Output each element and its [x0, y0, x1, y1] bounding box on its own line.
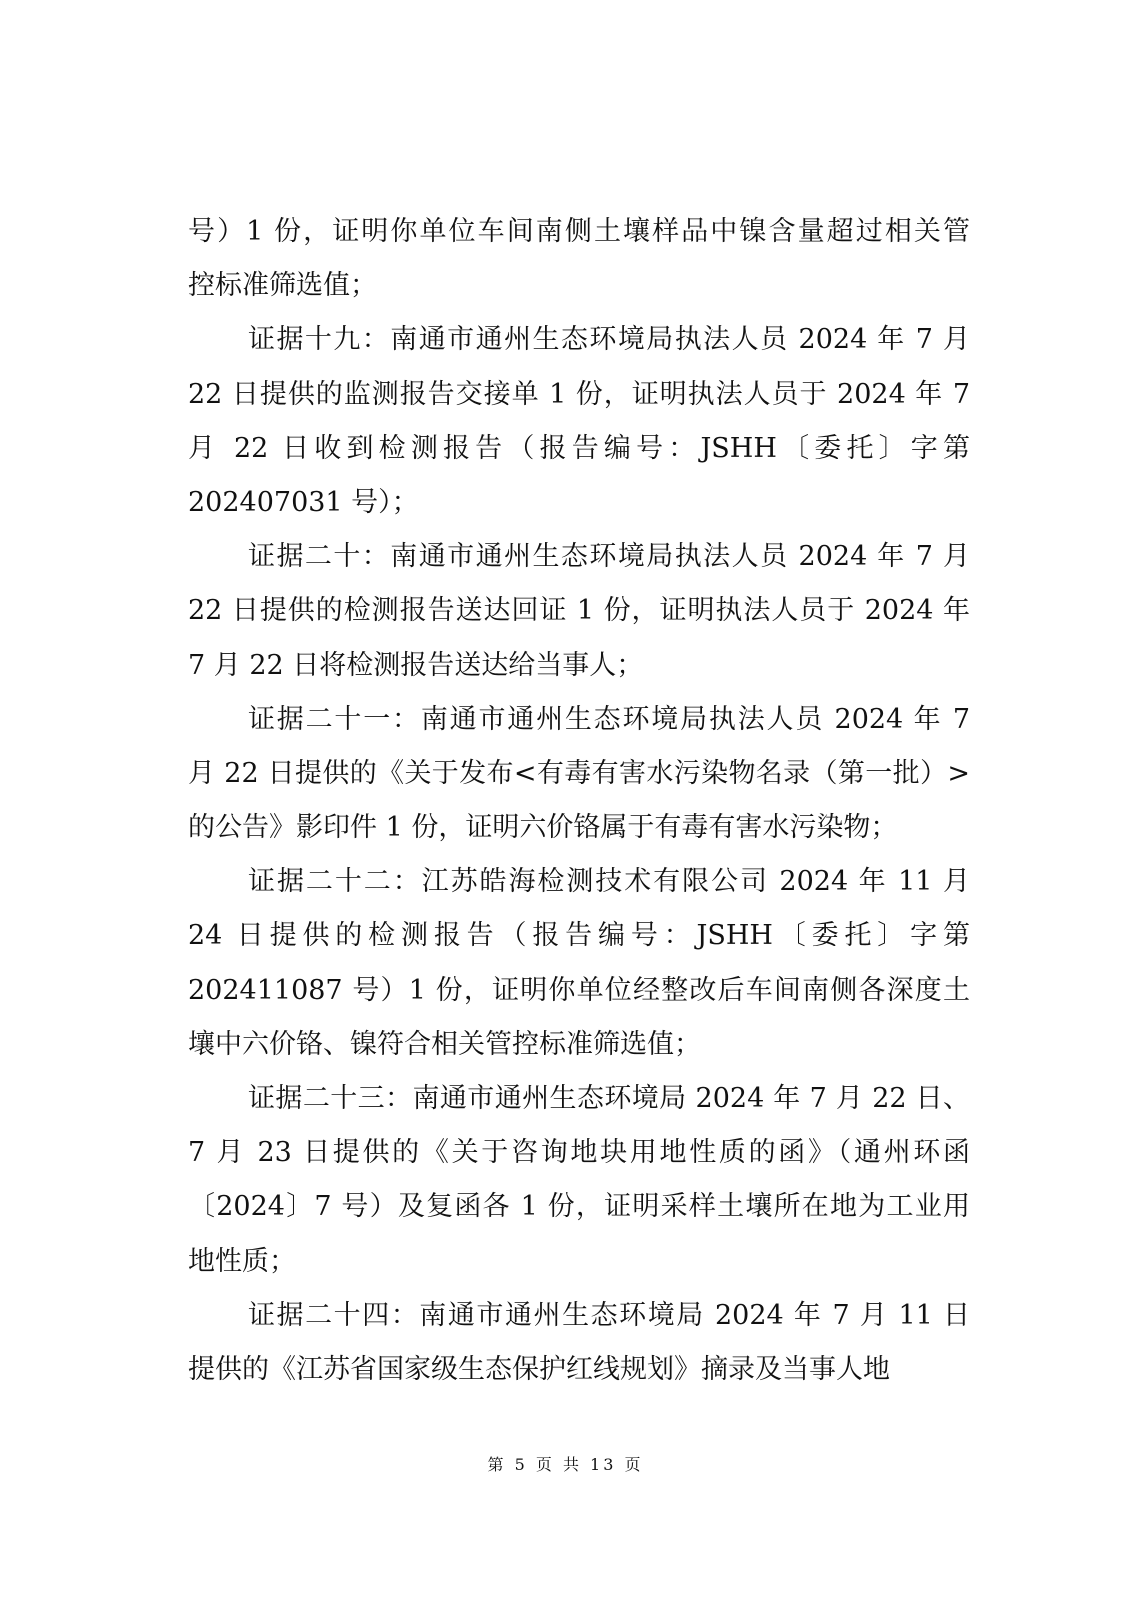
paragraph-line: 22 日提供的监测报告交接单 1 份，证明执法人员于 2024 年 7: [188, 378, 970, 410]
paragraph-line: 〔2024〕7 号）及复函各 1 份，证明采样土壤所在地为工业用: [188, 1191, 970, 1223]
paragraph-line: 证据二十一：南通市通州生态环境局执法人员 2024 年 7: [248, 703, 970, 735]
paragraph-line: 控标准筛选值；: [188, 270, 377, 302]
paragraph-line: 7 月 22 日将检测报告送达给当事人；: [188, 649, 644, 681]
paragraph-line: 202411087 号）1 份，证明你单位经整改后车间南侧各深度土: [188, 974, 970, 1006]
paragraph-line: 24 日提供的检测报告（报告编号：JSHH〔委托〕字第: [188, 920, 970, 952]
paragraph-line: 7 月 23 日提供的《关于咨询地块用地性质的函》（通州环函: [188, 1137, 970, 1169]
paragraph-line: 证据二十四：南通市通州生态环境局 2024 年 7 月 11 日: [248, 1299, 970, 1331]
paragraph-line: 证据十九：南通市通州生态环境局执法人员 2024 年 7 月: [248, 324, 970, 356]
paragraph-line: 壤中六价铬、镍符合相关管控标准筛选值；: [188, 1028, 701, 1060]
paragraph-line: 月 22 日提供的《关于发布<有毒有害水污染物名录（第一批）>: [188, 757, 970, 789]
paragraph-line: 202407031 号）；: [188, 486, 419, 518]
paragraph-line: 号）1 份，证明你单位车间南侧土壤样品中镍含量超过相关管: [188, 216, 970, 247]
document-body: [188, 205, 970, 1397]
paragraph-line: 提供的《江苏省国家级生态保护红线规划》摘录及当事人地: [188, 1353, 890, 1385]
paragraph-line: 的公告》影印件 1 份，证明六价铬属于有毒有害水污染物；: [188, 812, 898, 844]
paragraph-line: 月 22 日收到检测报告（报告编号：JSHH〔委托〕字第: [188, 432, 970, 464]
paragraph-line: 证据二十：南通市通州生态环境局执法人员 2024 年 7 月: [248, 541, 970, 573]
paragraph-line: 地性质；: [188, 1245, 296, 1277]
page-footer: 第 5 页 共 13 页: [487, 1455, 644, 1474]
paragraph-line: 22 日提供的检测报告送达回证 1 份，证明执法人员于 2024 年: [188, 595, 970, 627]
paragraph-line: 证据二十二：江苏皓海检测技术有限公司 2024 年 11 月: [248, 866, 970, 898]
paragraph-line: 证据二十三：南通市通州生态环境局 2024 年 7 月 22 日、: [248, 1083, 970, 1114]
